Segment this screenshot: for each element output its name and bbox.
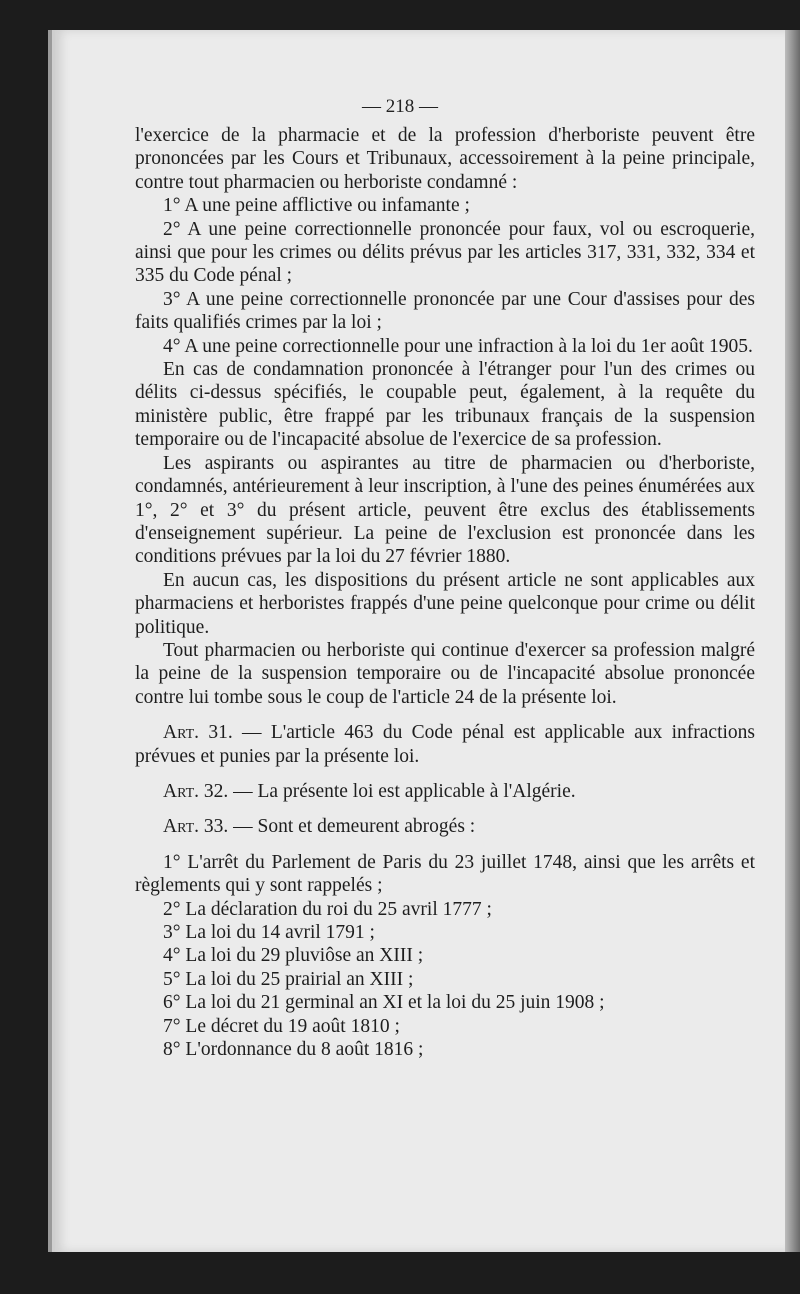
article-text: — Sont et demeurent abrogés : bbox=[228, 816, 476, 838]
list-item: 6° La loi du 21 germinal an XI et la loi du 25 juin 1908 ; bbox=[163, 992, 605, 1014]
page-edge bbox=[785, 30, 800, 1252]
paragraph: 2° A une peine correctionnelle prononcée pour faux, vol ou escroquerie, ainsi que pour les crimes ou délits prévus par les articles 317, 331, 332, 334 et 335 du Code pénal ; bbox=[135, 218, 755, 287]
article-31 bbox=[135, 721, 755, 768]
article-text: — L'article 463 du Code pénal est applicable aux infractions prévues et punies par la présente loi. bbox=[135, 722, 755, 767]
article-label: Art. 32. bbox=[163, 780, 229, 802]
paragraph: Les aspirants ou aspirantes au titre de pharmacien ou d'herboriste, condamnés, antérieurement à leur inscription, à l'une des peines énumérées aux 1°, 2° et 3° du présent article, peuvent être exclus des établissements d'enseignement supérieur. La peine de l'exclusion est prononcée dans les conditions prévues par la loi du 27 février 1880. bbox=[135, 452, 755, 568]
list-item: 8° L'ordonnance du 8 août 1816 ; bbox=[163, 1039, 424, 1061]
list-item: 7° Le décret du 19 août 1810 ; bbox=[163, 1015, 400, 1037]
page-number: — 218 — bbox=[362, 96, 438, 117]
article-32 bbox=[135, 780, 755, 803]
paragraph: 3° A une peine correctionnelle prononcée par une Cour d'assises pour des faits qualifiés crimes par la loi ; bbox=[135, 288, 755, 334]
article-label: Art. 31. bbox=[163, 722, 233, 744]
paragraph: 1° A une peine afflictive ou infamante ; bbox=[163, 195, 470, 217]
list-item: 2° La déclaration du roi du 25 avril 1777 ; bbox=[163, 898, 492, 920]
article-label: Art. 33. bbox=[163, 816, 229, 838]
article-33 bbox=[135, 815, 755, 838]
article-text: — La présente loi est applicable à l'Algérie. bbox=[228, 780, 576, 802]
list-item: 1° L'arrêt du Parlement de Paris du 23 juillet 1748, ainsi que les arrêts et règlements qui y sont rappelés ; bbox=[135, 851, 755, 897]
paragraph: 4° A une peine correctionnelle pour une infraction à la loi du 1er août 1905. bbox=[163, 335, 753, 357]
list-item: 5° La loi du 25 prairial an XIII ; bbox=[163, 968, 414, 990]
body-text bbox=[135, 124, 755, 1061]
paragraph: Tout pharmacien ou herboriste qui continue d'exercer sa profession malgré la peine de la suspension temporaire ou de l'incapacité absolue prononcée contre lui tombe sous le coup de l'article 24 de la présente loi. bbox=[135, 639, 755, 708]
paragraph: l'exercice de la pharmacie et de la profession d'herboriste peuvent être prononcées par les Cours et Tribunaux, accessoirement à la peine principale, contre tout pharmacien ou herboriste condamné : bbox=[135, 125, 755, 193]
paragraph: En aucun cas, les dispositions du présent article ne sont applicables aux pharmaciens et herboristes frappés d'une peine quelconque pour crime ou délit politique. bbox=[135, 569, 755, 638]
list-item: 3° La loi du 14 avril 1791 ; bbox=[163, 922, 375, 943]
list-item: 4° La loi du 29 pluviôse an XIII ; bbox=[163, 945, 424, 967]
paragraph: En cas de condamnation prononcée à l'étranger pour l'un des crimes ou délits ci-dessus spécifiés, le coupable peut, également, à la requête du ministère public, être frappé par les tribunaux français de la suspension temporaire ou de l'incapacité absolue de l'exercice de sa profession. bbox=[135, 359, 755, 451]
